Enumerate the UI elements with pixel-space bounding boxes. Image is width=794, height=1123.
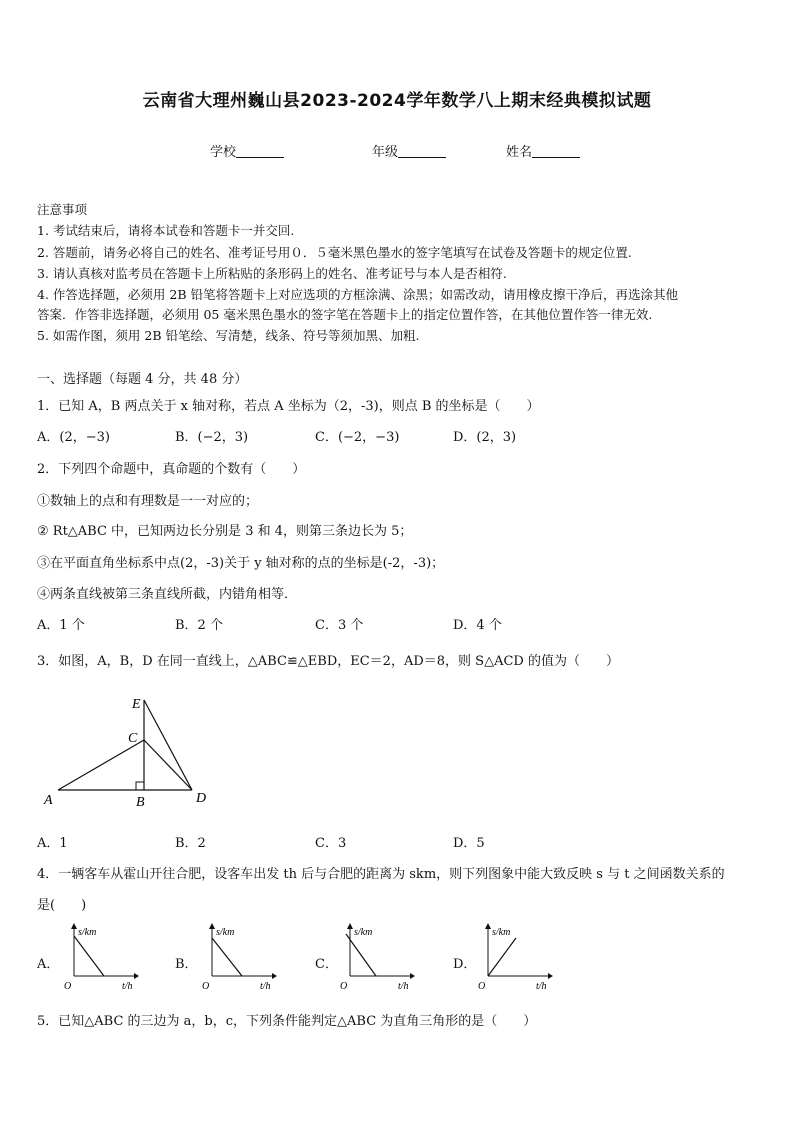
note-item: 答案．作答非选择题，必须用 05 毫米黑色墨水的签字笔在答题卡上的指定位置作答，在其他位置作答一律无效. — [37, 307, 653, 322]
school-label: 学校 — [210, 145, 237, 160]
graph-c-ylabel: s/km — [354, 927, 373, 938]
graph-a-ylabel: s/km — [78, 927, 97, 938]
q2-option-c[interactable]: C．3 个 — [315, 618, 364, 633]
graph-c-origin: O — [340, 981, 348, 992]
q2-statement: ③在平面直角坐标系中点(2，-3)关于 y 轴对称的点的坐标是(-2，-3)； — [37, 556, 445, 571]
graph-b-xlabel: t/h — [260, 981, 271, 992]
graph-a-line — [74, 936, 104, 976]
grade-label: 年级 — [372, 145, 399, 160]
note-item: 5. 如需作图，须用 2B 铅笔绘、写清楚，线条、符号等须加黑、加粗. — [37, 328, 420, 343]
segment-cd — [144, 740, 192, 790]
q3-option-a[interactable]: A．1 — [37, 836, 68, 851]
name-blank[interactable] — [532, 144, 580, 158]
note-item: 2. 答题前，请务必将自己的姓名、准考证号用０．５毫米黑色墨水的签字笔填写在试卷及答题卡的规定位置. — [37, 245, 632, 260]
label-a: A — [44, 793, 53, 808]
graph-d-origin: O — [478, 981, 486, 992]
label-e: E — [132, 697, 141, 712]
q4-option-b[interactable]: B． — [175, 957, 198, 972]
q1-option-d[interactable]: D．(2，3) — [453, 430, 517, 445]
question-4-stem-line2: 是( ) — [37, 898, 87, 913]
note-item: 1. 考试结束后，请将本试卷和答题卡一并交回. — [37, 223, 295, 238]
q2-statement: ①数轴上的点和有理数是一一对应的； — [37, 494, 259, 509]
notes-heading: 注意事项 — [37, 202, 88, 217]
school-field — [210, 141, 284, 160]
q2-option-d[interactable]: D．4 个 — [453, 618, 502, 633]
q4-option-a[interactable]: A． — [37, 957, 60, 972]
note-item: 4. 作答选择题，必须用 2B 铅笔将答题卡上对应选项的方框涂满、涂黑；如需改动，请用橡皮擦干净后，再选涂其他 — [37, 287, 678, 302]
graph-a-origin: O — [64, 981, 72, 992]
question-2-stem: 2．下列四个命题中，真命题的个数有（ ） — [37, 462, 306, 477]
q2-statement: ④两条直线被第三条直线所截，内错角相等． — [37, 587, 298, 602]
q4-option-c[interactable]: C． — [315, 957, 338, 972]
graph-c — [336, 922, 416, 994]
triangle-figure — [30, 690, 220, 810]
graph-c-xlabel: t/h — [398, 981, 409, 992]
graph-a — [60, 922, 140, 994]
question-4-stem-line1: 4．一辆客车从霍山开往合肥，设客车出发 th 后与合肥的距离为 skm，则下列图象中能大致反映 s 与 t 之间函数关系的 — [37, 867, 725, 882]
q3-option-d[interactable]: D．5 — [453, 836, 485, 851]
graph-d-line — [488, 938, 516, 976]
label-b: B — [136, 795, 145, 810]
graph-b-origin: O — [202, 981, 210, 992]
q1-option-a[interactable]: A．(2，−3) — [37, 430, 110, 445]
q1-option-c[interactable]: C．(−2，−3) — [315, 430, 400, 445]
question-1-stem: 1．已知 A，B 两点关于 x 轴对称，若点 A 坐标为（2，-3)，则点 B 的坐标是（ ） — [37, 399, 540, 414]
graph-a-xlabel: t/h — [122, 981, 133, 992]
question-5-stem: 5．已知△ABC 的三边为 a，b，c，下列条件能判定△ABC 为直角三角形的是（ ） — [37, 1014, 537, 1029]
grade-blank[interactable] — [398, 144, 446, 158]
label-c: C — [128, 731, 138, 746]
q3-option-c[interactable]: C．3 — [315, 836, 347, 851]
segment-ac — [58, 740, 144, 790]
q3-option-b[interactable]: B．2 — [175, 836, 206, 851]
graph-d-xlabel: t/h — [536, 981, 547, 992]
graph-b-line — [212, 938, 242, 976]
label-d: D — [196, 791, 207, 806]
school-blank[interactable] — [236, 144, 284, 158]
q1-option-b[interactable]: B．(−2，3) — [175, 430, 249, 445]
graph-d — [474, 922, 554, 994]
page-title: 云南省大理州巍山县2023-2024学年数学八上期末经典模拟试题 — [142, 91, 652, 111]
name-field — [506, 141, 580, 160]
section-heading: 一、选择题（每题 4 分，共 48 分） — [37, 372, 248, 387]
graph-d-ylabel: s/km — [492, 927, 511, 938]
grade-field — [372, 141, 446, 160]
name-label: 姓名 — [506, 145, 533, 160]
q2-statement: ② Rt△ABC 中，已知两边长分别是 3 和 4，则第三条边长为 5； — [37, 524, 413, 539]
right-angle-mark — [136, 782, 144, 790]
q4-option-d[interactable]: D． — [453, 957, 477, 972]
note-item: 3. 请认真核对监考员在答题卡上所粘贴的条形码上的姓名、准考证号与本人是否相符. — [37, 266, 507, 281]
q2-option-a[interactable]: A．1 个 — [37, 618, 85, 633]
q2-option-b[interactable]: B．2 个 — [175, 618, 223, 633]
graph-b — [198, 922, 278, 994]
question-3-stem: 3．如图，A，B，D 在同一直线上，△ABC≌△EBD，EC＝2，AD＝8，则 S△ACD 的值为（ ） — [37, 654, 619, 669]
segment-ed — [144, 700, 192, 790]
graph-b-ylabel: s/km — [216, 927, 235, 938]
